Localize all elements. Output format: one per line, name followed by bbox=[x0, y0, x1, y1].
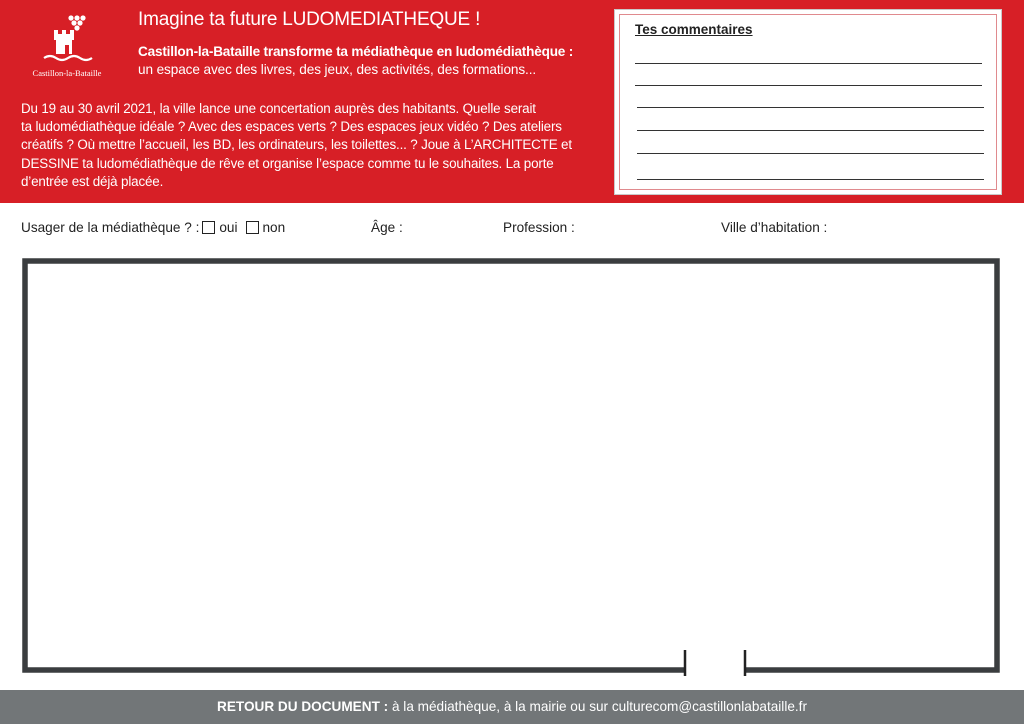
paragraph-line: Du 19 au 30 avril 2021, la ville lance une concertation auprès des habitants. Quelle serait bbox=[21, 101, 536, 116]
footer-text: à la médiathèque, à la mairie ou sur culturecom@castillonlabataille.fr bbox=[388, 699, 807, 714]
plan-walls bbox=[25, 261, 997, 670]
page-title: Imagine ta future LUDOMEDIATHEQUE ! bbox=[138, 9, 481, 30]
comment-line[interactable] bbox=[637, 130, 984, 131]
subtitle: Castillon-la-Bataille transforme ta médiathèque en ludomédiathèque : bbox=[138, 44, 574, 59]
profession-label: Profession : bbox=[503, 220, 575, 235]
footer-banner bbox=[0, 690, 1024, 724]
comment-line[interactable] bbox=[637, 107, 984, 108]
usager-question bbox=[21, 220, 285, 235]
floor-plan-drawing-area[interactable] bbox=[22, 258, 1000, 676]
castle-logo-icon bbox=[40, 14, 96, 70]
paragraph-line: d’entrée est déjà placée. bbox=[21, 173, 164, 189]
town-logo bbox=[18, 14, 116, 80]
paragraph-line: créatifs ? Où mettre l’accueil, les BD, les ordinateurs, les toilettes... ? Joue à L’ARCHITECTE et bbox=[21, 137, 572, 153]
comment-line[interactable] bbox=[637, 153, 984, 154]
comments-title: Tes commentaires bbox=[635, 22, 753, 37]
usager-label: Usager de la médiathèque ? : bbox=[21, 220, 200, 235]
comment-line[interactable] bbox=[635, 63, 982, 64]
age-label: Âge : bbox=[371, 220, 403, 235]
footer-bold-label: RETOUR DU DOCUMENT : bbox=[217, 699, 389, 714]
non-checkbox[interactable] bbox=[246, 221, 259, 234]
ville-label: Ville d’habitation : bbox=[721, 220, 828, 235]
comment-line[interactable] bbox=[637, 179, 984, 180]
respondent-info-row bbox=[0, 220, 1024, 240]
comment-line[interactable] bbox=[635, 85, 982, 86]
paragraph-line: DESSINE ta ludomédiathèque de rêve et organise l’espace comme tu le souhaites. La porte bbox=[21, 155, 554, 171]
comments-inner-border bbox=[619, 14, 997, 190]
oui-label: oui bbox=[219, 220, 238, 235]
header-banner bbox=[0, 0, 1024, 203]
non-label: non bbox=[262, 220, 286, 235]
oui-checkbox[interactable] bbox=[202, 221, 215, 234]
comments-box bbox=[614, 9, 1002, 195]
paragraph-line: ta ludomédiathèque idéale ? Avec des espaces verts ? Des espaces jeux vidéo ? Des ateliers bbox=[21, 119, 562, 135]
subtitle-description: un espace avec des livres, des jeux, des activités, des formations... bbox=[138, 62, 537, 77]
intro-paragraph bbox=[21, 100, 591, 191]
logo-text: Castillon-la-Bataille bbox=[32, 68, 102, 78]
